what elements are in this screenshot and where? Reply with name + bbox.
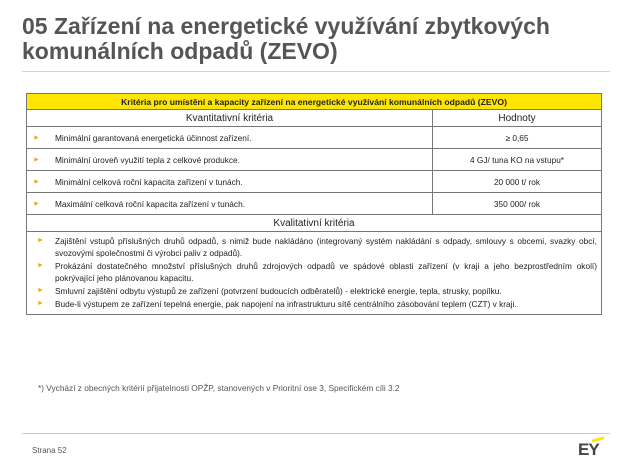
values-header: Hodnoty	[433, 110, 602, 127]
table-row	[27, 127, 602, 149]
criterion-label: Minimální celková roční kapacita zařízení v tunách.	[55, 176, 243, 187]
footnote: *) Vychází z obecných kritérií přijatelnosti OPŽP, stanovených v Prioritní ose 3, Specifickém cíli 3.2	[38, 383, 400, 393]
page-number: Strana 52	[32, 446, 67, 455]
quant-subheader-row	[27, 110, 602, 127]
criterion-value: ≥ 0,65	[433, 127, 602, 149]
triangle-right-icon: ►	[37, 262, 44, 269]
triangle-right-icon: ►	[33, 200, 40, 207]
ey-logo: EY	[578, 440, 599, 459]
criteria-table	[26, 93, 602, 315]
table-row	[27, 193, 602, 215]
list-item: ► Prokázání dostatečného množství příslušných druhů zdrojových odpadů ve spádové oblasti zařízení (v kraji a jeho bezprostředním okolí) pokrývající jeho plánovanou kapacitu.	[37, 261, 597, 283]
qual-subheader-row	[27, 215, 602, 232]
criterion-label: Maximální celková roční kapacita zařízení v tunách.	[55, 198, 245, 209]
triangle-right-icon: ►	[33, 156, 40, 163]
quant-header: Kvantitativní kritéria	[27, 110, 433, 127]
table-row	[27, 171, 602, 193]
criterion-value: 350 000/ rok	[433, 193, 602, 215]
triangle-right-icon: ►	[37, 300, 44, 307]
list-item: ► Zajištění vstupů příslušných druhů odpadů, s nimiž bude nakládáno (integrovaný systém nakládání s odpady, smlouvy s obcemi, svazky obcí, svozovými společnostmi či výrobci paliv z odpadů).	[37, 236, 597, 258]
list-item: ► Bude-li výstupem ze zařízení tepelná energie, pak napojení na infrastrukturu sítě centrálního zásobování teplem (CZT) v kraji.	[37, 299, 517, 309]
criterion-label: Minimální garantovaná energetická účinnost zařízení.	[55, 132, 252, 143]
triangle-right-icon: ►	[37, 237, 44, 244]
qual-body-row	[27, 232, 602, 315]
triangle-right-icon: ►	[37, 287, 44, 294]
triangle-right-icon: ►	[33, 134, 40, 141]
triangle-right-icon: ►	[33, 178, 40, 185]
table-header: Kritéria pro umístění a kapacity zařízení na energetické využívání komunálních odpadů (ZEVO)	[27, 94, 602, 110]
table-row	[27, 149, 602, 171]
title-underline	[22, 71, 610, 72]
list-item: ► Smluvní zajištění odbytu výstupů ze zařízení (potvrzení budoucích odběratelů) - elektrické energie, tepla, strusky, popílku.	[37, 286, 502, 296]
criterion-value: 4 GJ/ tuna KO na vstupu*	[433, 149, 602, 171]
qual-header: Kvalitativní kritéria	[27, 215, 602, 232]
page-title: 05 Zařízení na energetické využívání zbytkových komunálních odpadů (ZEVO)	[22, 13, 550, 64]
criterion-label: Minimální úroveň využití tepla z celkové produkce.	[55, 154, 240, 165]
footer-divider	[22, 433, 610, 434]
criterion-value: 20 000 t/ rok	[433, 171, 602, 193]
table-header-row	[27, 94, 602, 110]
